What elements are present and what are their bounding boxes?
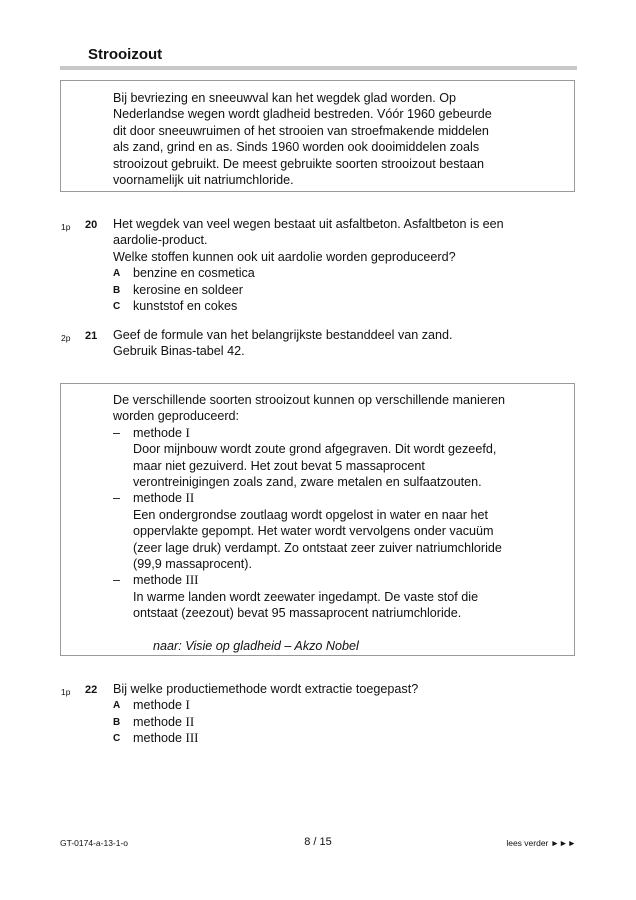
method-line: maar niet gezuiverd. Het zout bevat 5 massaprocent xyxy=(133,458,425,473)
option-text: kunststof en cokes xyxy=(133,299,238,313)
question-text xyxy=(113,681,553,747)
section-title: Strooizout xyxy=(88,46,163,63)
method-line: (99,9 massaprocent). xyxy=(133,557,252,572)
option-text: benzine en cosmetica xyxy=(133,266,255,281)
method-item-1 xyxy=(113,425,563,491)
intro-text xyxy=(113,90,563,188)
methods-text xyxy=(113,392,563,654)
option-letter: A xyxy=(113,268,121,280)
method-name: methode II xyxy=(133,490,195,506)
question-text xyxy=(113,327,553,360)
question-number: 21 xyxy=(85,330,98,342)
method-line: Een ondergrondse zoutlaag wordt opgelost in water en naar het xyxy=(133,507,488,522)
list-dash: – xyxy=(113,491,121,506)
option-letter: C xyxy=(113,301,121,312)
option-letter: A xyxy=(113,700,121,712)
option-text: methode III xyxy=(133,730,199,746)
list-dash: – xyxy=(113,425,121,440)
answer-option-b[interactable] xyxy=(113,282,553,298)
option-letter: B xyxy=(113,284,121,296)
intro-line: dit door sneeuwruimen of het strooien van stroefmakende middelen xyxy=(113,123,489,138)
option-letter: C xyxy=(113,733,121,745)
question-line: Welke stoffen kunnen ook uit aardolie worden geproduceerd? xyxy=(113,249,456,264)
exam-code: GT-0174-a-13-1-o xyxy=(60,838,129,848)
method-line: Door mijnbouw wordt zoute grond afgegraven. Dit wordt gezeefd, xyxy=(133,442,497,457)
method-line: ontstaat (zeezout) bevat 95 massaprocent natriumchloride. xyxy=(133,606,462,621)
option-text: methode II xyxy=(133,713,195,729)
method-line: In warme landen wordt zeewater ingedampt. De vaste stof die xyxy=(133,589,479,604)
methods-intro-line: De verschillende soorten strooizout kunnen op verschillende manieren xyxy=(113,393,506,407)
title-rule xyxy=(60,66,577,70)
answer-option-c[interactable] xyxy=(113,730,553,746)
methods-intro-line: worden geproduceerd: xyxy=(113,409,240,424)
method-name: methode III xyxy=(133,572,199,588)
option-text: kerosine en soldeer xyxy=(133,282,243,297)
continue-label: lees verder ►►► xyxy=(506,838,576,848)
question-number: 20 xyxy=(85,219,98,231)
question-line: Bij welke productiemethode wordt extractie toegepast? xyxy=(113,682,419,696)
question-line: Het wegdek van veel wegen bestaat uit asfaltbeton. Asfaltbeton is een xyxy=(113,217,504,231)
answer-option-a[interactable] xyxy=(113,697,553,713)
page-number: 8 / 15 xyxy=(304,836,332,848)
intro-line: voornamelijk uit natriumchloride. xyxy=(113,173,294,188)
question-points: 1p xyxy=(61,222,71,232)
method-line: verontreinigingen zoals zand, zware metalen en sulfaatzouten. xyxy=(133,475,482,490)
question-points: 1p xyxy=(61,687,71,697)
question-line: Geef de formule van het belangrijkste bestanddeel van zand. xyxy=(113,328,453,342)
question-number: 22 xyxy=(85,684,98,696)
answer-option-c[interactable] xyxy=(113,298,553,314)
intro-line: strooizout gebruikt. De meest gebruikte soorten strooizout bestaan xyxy=(113,156,485,171)
question-text xyxy=(113,216,553,314)
question-line: aardolie-product. xyxy=(113,233,208,248)
intro-line: Bij bevriezing en sneeuwval kan het wegdek glad worden. Op xyxy=(113,91,457,105)
method-line: (zeer lage druk) verdampt. Zo ontstaat zeer zuiver natriumchloride xyxy=(133,540,502,555)
answer-option-a[interactable] xyxy=(113,265,553,281)
question-line: Gebruik Binas-tabel 42. xyxy=(113,344,245,359)
option-text: methode I xyxy=(133,697,190,713)
method-item-3 xyxy=(113,572,563,621)
list-dash: – xyxy=(113,573,121,588)
method-line: oppervlakte gepompt. Het water wordt vervolgens onder vacuüm xyxy=(133,524,494,539)
option-letter: B xyxy=(113,716,121,728)
question-points: 2p xyxy=(61,333,71,343)
method-name: methode I xyxy=(133,424,190,440)
intro-line: Nederlandse wegen wordt gladheid bestreden. Vóór 1960 gebeurde xyxy=(113,107,492,122)
source-citation: naar: Visie op gladheid – Akzo Nobel xyxy=(153,638,359,653)
answer-option-b[interactable] xyxy=(113,714,553,730)
intro-line: als zand, grind en as. Sinds 1960 worden ook dooimiddelen zoals xyxy=(113,140,480,155)
method-item-2 xyxy=(113,490,563,572)
